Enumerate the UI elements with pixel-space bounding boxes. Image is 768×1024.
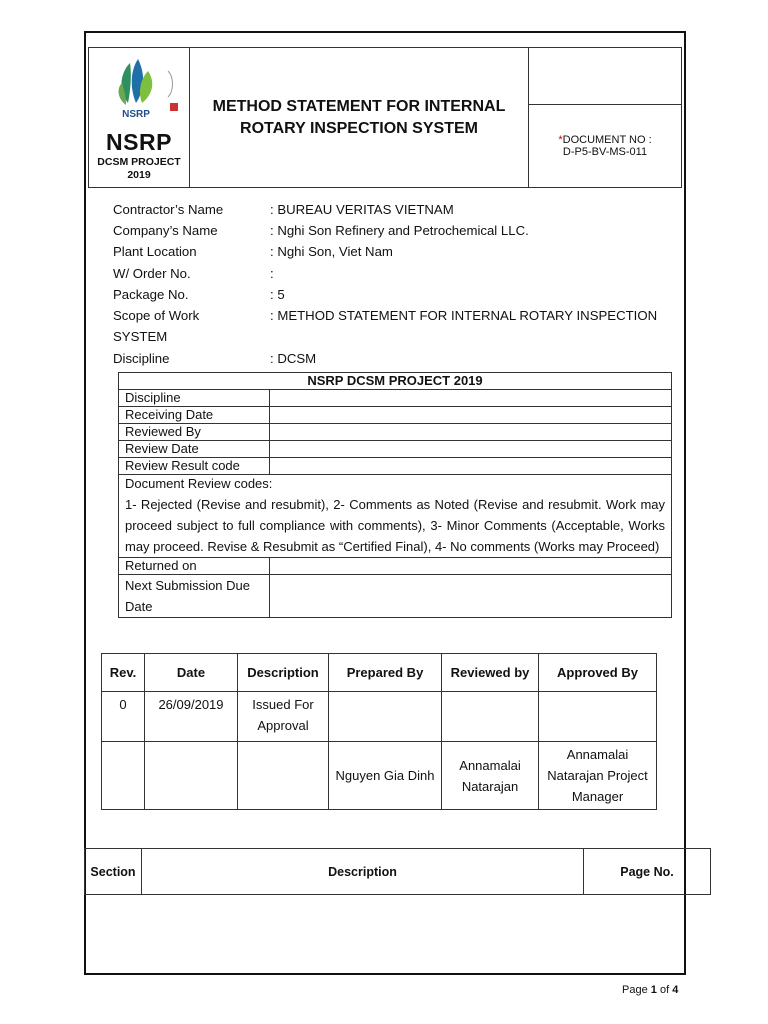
approved-by-cell: [539, 692, 657, 742]
description-cell: Issued For Approval: [238, 692, 329, 742]
info-label: W/ Order No.: [113, 266, 191, 281]
prepared-by-header: Prepared By: [329, 654, 442, 692]
title-line-1: METHOD STATEMENT FOR INTERNAL: [212, 97, 506, 115]
page-footer: [622, 984, 678, 996]
info-value: : BUREAU VERITAS VIETNAM: [270, 202, 454, 217]
title-line-2: ROTARY INSPECTION SYSTEM: [240, 119, 478, 137]
review-row-value: [270, 390, 672, 407]
doc-number-cell: [529, 48, 682, 188]
info-label: SYSTEM: [113, 329, 168, 344]
doc-label: DOCUMENT NO :: [562, 134, 652, 146]
rev-header: Rev.: [102, 654, 145, 692]
info-label: Discipline: [113, 351, 170, 366]
review-codes-text: 1- Rejected (Revise and resubmit), 2- Comments as Noted (Revise and resubmit. Work may proceed subject to full compliance with comments), 3- Minor Comments (Acceptable, Works may proceed. Revise & Resubmit as “Certified Final), 4- No comments (Works may Proceed): [125, 497, 665, 554]
info-label: Contractor’s Name: [113, 202, 224, 217]
info-label: Scope of Work: [113, 308, 200, 323]
review-row-label: Review Result code: [119, 458, 270, 475]
page-word: Page: [622, 984, 648, 996]
review-row-label: Review Date: [119, 441, 270, 458]
reviewed-by-cell: [442, 692, 539, 742]
info-label: Package No.: [113, 287, 189, 302]
review-row-value: [270, 407, 672, 424]
review-row-value: [270, 424, 672, 441]
info-value: : 5: [270, 287, 285, 302]
returned-on-label: Returned on: [119, 558, 270, 575]
info-value: : METHOD STATEMENT FOR INTERNAL ROTARY INSPECTION: [270, 308, 658, 323]
revision-table: [101, 653, 657, 810]
section-description-header: Description: [142, 849, 584, 895]
info-label: Company’s Name: [113, 223, 218, 238]
prepared-by-cell: [329, 692, 442, 742]
section-header: Section: [85, 849, 142, 895]
reviewed-by-header: Reviewed by: [442, 654, 539, 692]
project-line-2: 2019: [127, 169, 151, 181]
info-value: : Nghi Son Refinery and Petrochemical LLC.: [270, 223, 529, 238]
document-header: [88, 47, 682, 188]
info-label: Plant Location: [113, 244, 197, 259]
date-cell: 26/09/2019: [145, 692, 238, 742]
project-line-1: DCSM PROJECT: [97, 156, 181, 168]
of-word: of: [659, 984, 670, 996]
review-table: [118, 372, 672, 618]
page-current: 1: [650, 984, 657, 996]
date-cell: [145, 742, 238, 810]
review-row-label: Reviewed By: [119, 424, 270, 441]
logo-cell: [89, 48, 190, 188]
prepared-by-cell: Nguyen Gia Dinh: [329, 742, 442, 810]
review-row-label: Discipline: [119, 390, 270, 407]
logo-text: NSRP: [122, 109, 150, 120]
approved-by-cell: Annamalai Natarajan Project Manager: [539, 742, 657, 810]
company-short: NSRP: [106, 129, 172, 155]
page-total: 4: [672, 984, 679, 996]
approved-by-header: Approved By: [539, 654, 657, 692]
section-table: [84, 848, 711, 895]
next-due-value: [270, 575, 672, 618]
returned-on-value: [270, 558, 672, 575]
info-value: : Nghi Son, Viet Nam: [270, 244, 393, 259]
description-cell: [238, 742, 329, 810]
review-heading: NSRP DCSM PROJECT 2019: [119, 373, 672, 390]
rev-cell: 0: [102, 692, 145, 742]
nsrp-logo: [100, 53, 178, 125]
review-codes-title: Document Review codes:: [125, 476, 273, 491]
info-value: :: [270, 266, 274, 281]
review-codes: [119, 475, 672, 558]
review-row-value: [270, 441, 672, 458]
info-value: : DCSM: [270, 351, 317, 366]
doc-asterisk: *: [558, 134, 563, 146]
review-row-value: [270, 458, 672, 475]
next-due-label: Next Submission Due Date: [119, 575, 270, 618]
review-row-label: Receiving Date: [119, 407, 270, 424]
reviewed-by-cell: Annamalai Natarajan: [442, 742, 539, 810]
doc-number: D-P5-BV-MS-011: [562, 146, 648, 158]
document-title: [190, 48, 529, 188]
date-header: Date: [145, 654, 238, 692]
page-no-header: Page No.: [584, 849, 711, 895]
rev-cell: [102, 742, 145, 810]
description-header: Description: [238, 654, 329, 692]
